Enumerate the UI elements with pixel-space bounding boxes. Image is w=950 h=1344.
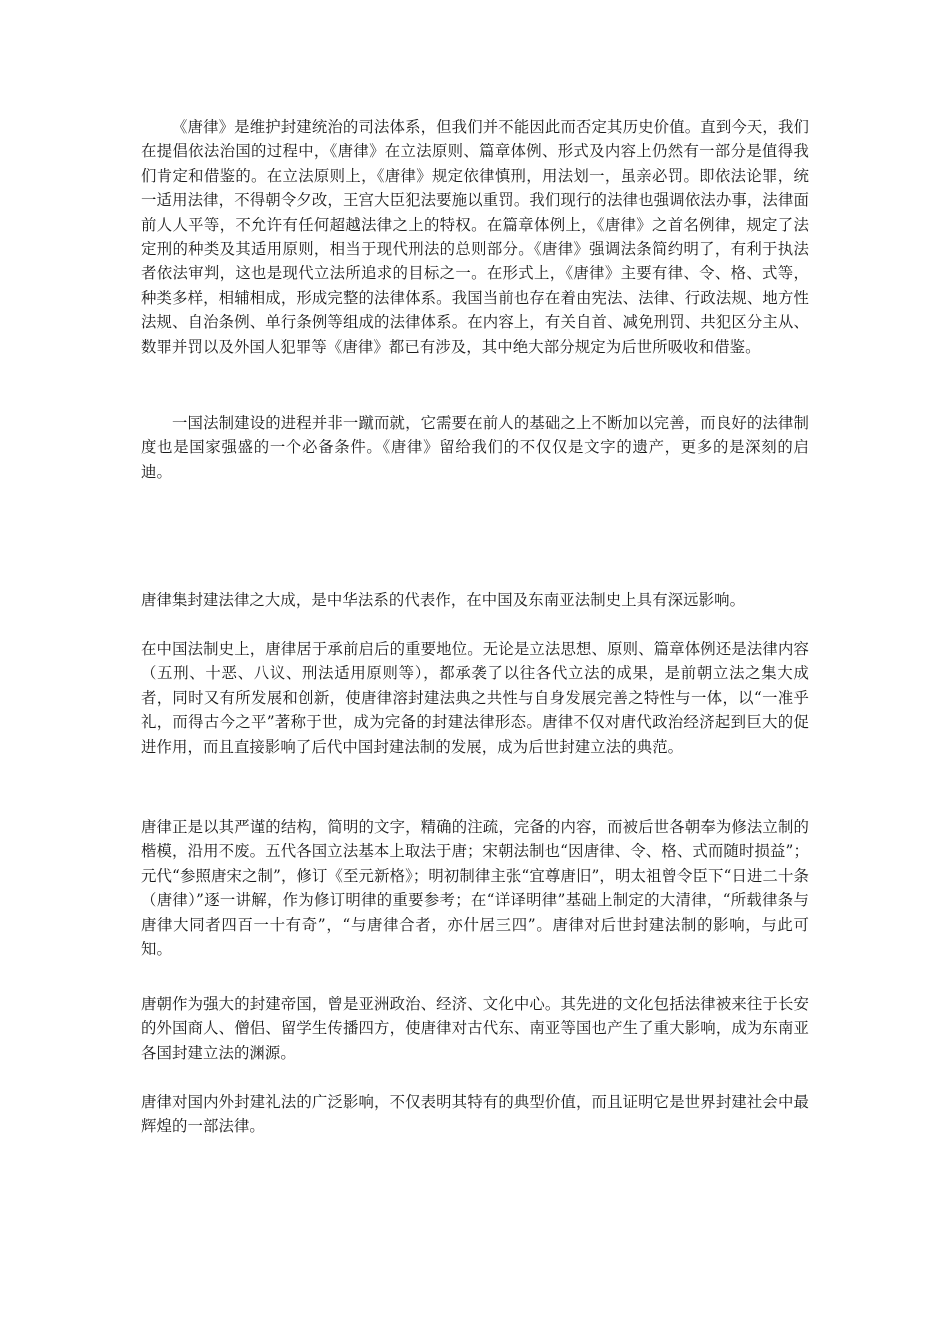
paragraph-tang-code-summary: 唐律集封建法律之大成，是中华法系的代表作，在中国及东南亚法制史上具有深远影响。 bbox=[141, 591, 746, 609]
paragraph-foreign-influence: 唐朝作为强大的封建帝国，曾是亚洲政治、经济、文化中心。其先进的文化包括法律被来往于长安的外国商人、僧侣、留学生传播四方，使唐律对古代东、南亚等国也产生了重大影响，成为东南亚各国封建立法的渊源。 bbox=[141, 995, 809, 1062]
paragraph-model-for-later-dynasties: 唐律正是以其严谨的结构，简明的文字，精确的注疏，完备的内容，而被后世各朝奉为修法立制的楷模，沿用不废。五代各国立法基本上取法于唐；宋朝法制也“因唐律、令、格、式而随时损益”；元代“参照唐宋之制”，修订《至元新格》；明初制律主张“宜尊唐旧”，明太祖曾令臣下“日进二十条（唐律）”逐一讲解，作为修订明律的重要参考；在“详译明律”基础上制定的大清律，“所载律条与唐律大同者四百一十有奇”，“与唐律合者，亦什居三四”。唐律对后世封建法制的影响，与此可知。 bbox=[141, 818, 809, 959]
paragraph-chinese-legal-history: 在中国法制史上，唐律居于承前启后的重要地位。无论是立法思想、原则、篇章体例还是法律内容（五刑、十恶、八议、刑法适用原则等），都承袭了以往各代立法的成果，是前朝立法之集大成者，同时又有所发展和创新，使唐律溶封建法典之共性与自身发展完善之特性与一体，以“一准乎礼，而得古今之平”著称于世，成为完备的封建法律形态。唐律不仅对唐代政治经济起到巨大的促进作用，而且直接影响了后代中国封建法制的发展，成为后世封建立法的典范。 bbox=[141, 640, 809, 756]
paragraph-conclusion: 唐律对国内外封建礼法的广泛影响，不仅表明其特有的典型价值，而且证明它是世界封建社会中最辉煌的一部法律。 bbox=[141, 1093, 809, 1136]
paragraph-tang-code-value: 《唐律》是维护封建统治的司法体系，但我们并不能因此而否定其历史价值。直到今天，我们在提倡依法治国的过程中，《唐律》在立法原则、篇章体例、形式及内容上仍然有一部分是值得我们肯定和借鉴的。在立法原则上，《唐律》规定依律慎刑，用法划一，虽亲必罚。即依法论罪，统一适用法律，不得朝令夕改，王宫大臣犯法要施以重罚。我们现行的法律也强调依法办事，法律面前人人平等，不允许有任何超越法律之上的特权。在篇章体例上，《唐律》之首名例律，规定了法定刑的种类及其适用原则，相当于现代刑法的总则部分。《唐律》强调法条简约明了，有利于执法者依法审判，这也是现代立法所追求的目标之一。在形式上，《唐律》主要有律、令、格、式等，种类多样，相辅相成，形成完整的法律体系。我国当前也存在着由宪法、法律、行政法规、地方性法规、自治条例、单行条例等组成的法律体系。在内容上，有关自首、减免刑罚、共犯区分主从、数罪并罚以及外国人犯罪等《唐律》都已有涉及，其中绝大部分规定为后世所吸收和借鉴。 bbox=[141, 118, 809, 356]
paragraph-legal-construction: 一国法制建设的进程并非一蹴而就，它需要在前人的基础之上不断加以完善，而良好的法律制度也是国家强盛的一个必备条件。《唐律》留给我们的不仅仅是文字的遗产，更多的是深刻的启迪。 bbox=[141, 414, 809, 481]
